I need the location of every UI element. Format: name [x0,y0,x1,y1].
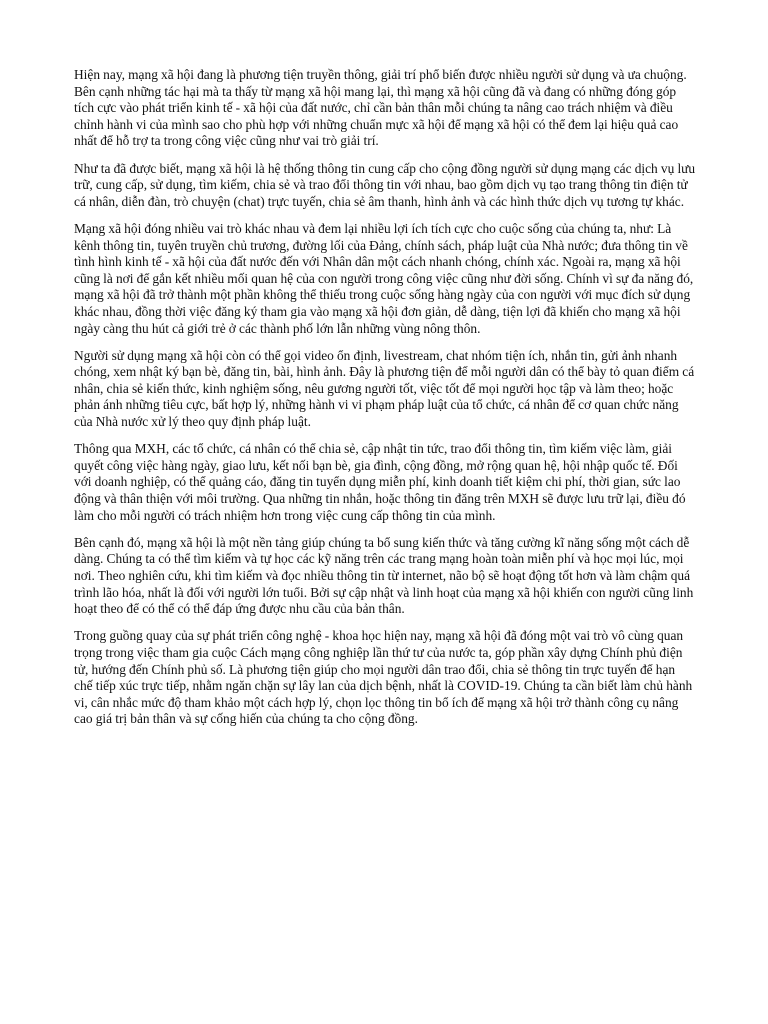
document-body [74,67,696,739]
paragraph-3: Mạng xã hội đóng nhiều vai trò khác nhau và đem lại nhiều lợi ích tích cực cho cuộc sống của chúng ta, như: Là kênh thông tin, tuyên truyền chủ trương, đường lối của Đảng, chính sách, pháp luật của Nhà nước; đưa thông tin về tình hình kinh tế - xã hội của đất nước đến với Nhân dân một cách nhanh chóng, chính xác. Ngoài ra, mạng xã hội cũng là nơi để gắn kết nhiều mối quan hệ của con người trong công việc cũng như đời sống. Chính vì sự đa năng đó, mạng xã hội đã trở thành một phần không thể thiếu trong cuộc sống hàng ngày của con người với mục đích sử dụng khác nhau, đồng thời việc đăng ký tham gia vào mạng xã hội đơn giản, dễ dàng, tiện lợi đã khiến cho mạng xã hội ngày càng thu hút cả giới trẻ ở các thành phố lớn lẫn những vùng nông thôn. [74,220,694,336]
paragraph-5: Thông qua MXH, các tổ chức, cá nhân có thể chia sẻ, cập nhật tin tức, trao đổi thông tin, tìm kiếm việc làm, giải quyết công việc hàng ngày, giao lưu, kết nối bạn bè, gia đình, cộng đồng, mở rộng quan hệ, hội nhập quốc tế. Đối với doanh nghiệp, có thể quảng cáo, đăng tin tuyển dụng miễn phí, kinh doanh tiết kiệm chi phí, thời gian, sức lao động và thân thiện với môi trường. Qua những tin nhắn, hoặc thông tin đăng trên MXH sẽ được lưu trữ lại, điều đó làm cho mỗi người có trách nhiệm hơn trong việc cung cấp thông tin của mình. [74,441,686,523]
paragraph-2: Như ta đã được biết, mạng xã hội là hệ thống thông tin cung cấp cho cộng đồng người sử dụng mạng các dịch vụ lưu trữ, cung cấp, sử dụng, tìm kiếm, chia sẻ và trao đổi thông tin với nhau, bao gồm dịch vụ tạo trang thông tin điện tử cá nhân, diễn đàn, trò chuyện (chat) trực tuyến, chia sẻ âm thanh, hình ảnh và các hình thức dịch vụ tương tự khác. [74,160,696,209]
paragraph-4: Người sử dụng mạng xã hội còn có thể gọi video ổn định, livestream, chat nhóm tiện ích, nhắn tin, gửi ảnh nhanh chóng, xem nhật ký bạn bè, đăng tin, bài, hình ảnh. Đây là phương tiện để mỗi người dân có thể bày tỏ quan điểm cá nhân, chia sẻ kiến thức, kinh nghiệm sống, nêu gương người tốt, việc tốt để mọi người học tập và làm theo; hoặc phản ánh những tiêu cực, bất hợp lý, những hành vi vi phạm pháp luật của tổ chức, cá nhân để cơ quan chức năng của Nhà nước xử lý theo quy định pháp luật. [74,347,695,430]
paragraph-1: Hiện nay, mạng xã hội đang là phương tiện truyền thông, giải trí phổ biến được nhiều người sử dụng và ưa chuộng. Bên cạnh những tác hại mà ta thấy từ mạng xã hội mang lại, thì mạng xã hội cũng đã và đang có những đóng góp tích cực vào phát triển kinh tế - xã hội của đất nước, chỉ cần bản thân mỗi chúng ta nâng cao trách nhiệm và điều chỉnh hành vi của mình sao cho phù hợp với những chuẩn mực xã hội để mạng xã hội có thể đem lại hiệu quả cao nhất để hỗ trợ ta trong công việc cũng như vai trò giải trí. [74,67,687,149]
paragraph-7: Trong guồng quay của sự phát triển công nghệ - khoa học hiện nay, mạng xã hội đã đóng một vai trò vô cùng quan trọng trong việc tham gia cuộc Cách mạng công nghiệp lần thứ tư của nước ta, góp phần xây dựng Chính phủ điện tử, hướng đến Chính phủ số. Là phương tiện giúp cho mọi người dân trao đổi, chia sẻ thông tin trực tuyến để hạn chế tiếp xúc trực tiếp, nhằm ngăn chặn sự lây lan của dịch bệnh, nhất là COVID-19. Chúng ta cần biết làm chủ hành vi, cân nhắc mức độ tham khảo một cách hợp lý, chọn lọc thông tin bổ ích để mạng xã hội trở thành công cụ nâng cao giá trị bản thân và sự cống hiến của chúng ta cho cộng đồng. [74,628,693,727]
paragraph-6: Bên cạnh đó, mạng xã hội là một nền tảng giúp chúng ta bổ sung kiến thức và tăng cường kĩ năng sống một cách dễ dàng. Chúng ta có thể tìm kiếm và tự học các kỹ năng trên các trang mạng hoàn toàn miễn phí và học mọi lúc, mọi nơi. Theo nghiên cứu, khi tìm kiếm và đọc nhiều thông tin từ internet, não bộ sẽ hoạt động tốt hơn và làm chậm quá trình lão hóa, nhất là đối với người lớn tuổi. Bởi sự cập nhật và linh hoạt của mạng xã hội khiến con người cũng linh hoạt theo để có thể có thể đáp ứng được nhu cầu của bản thân. [74,534,694,617]
